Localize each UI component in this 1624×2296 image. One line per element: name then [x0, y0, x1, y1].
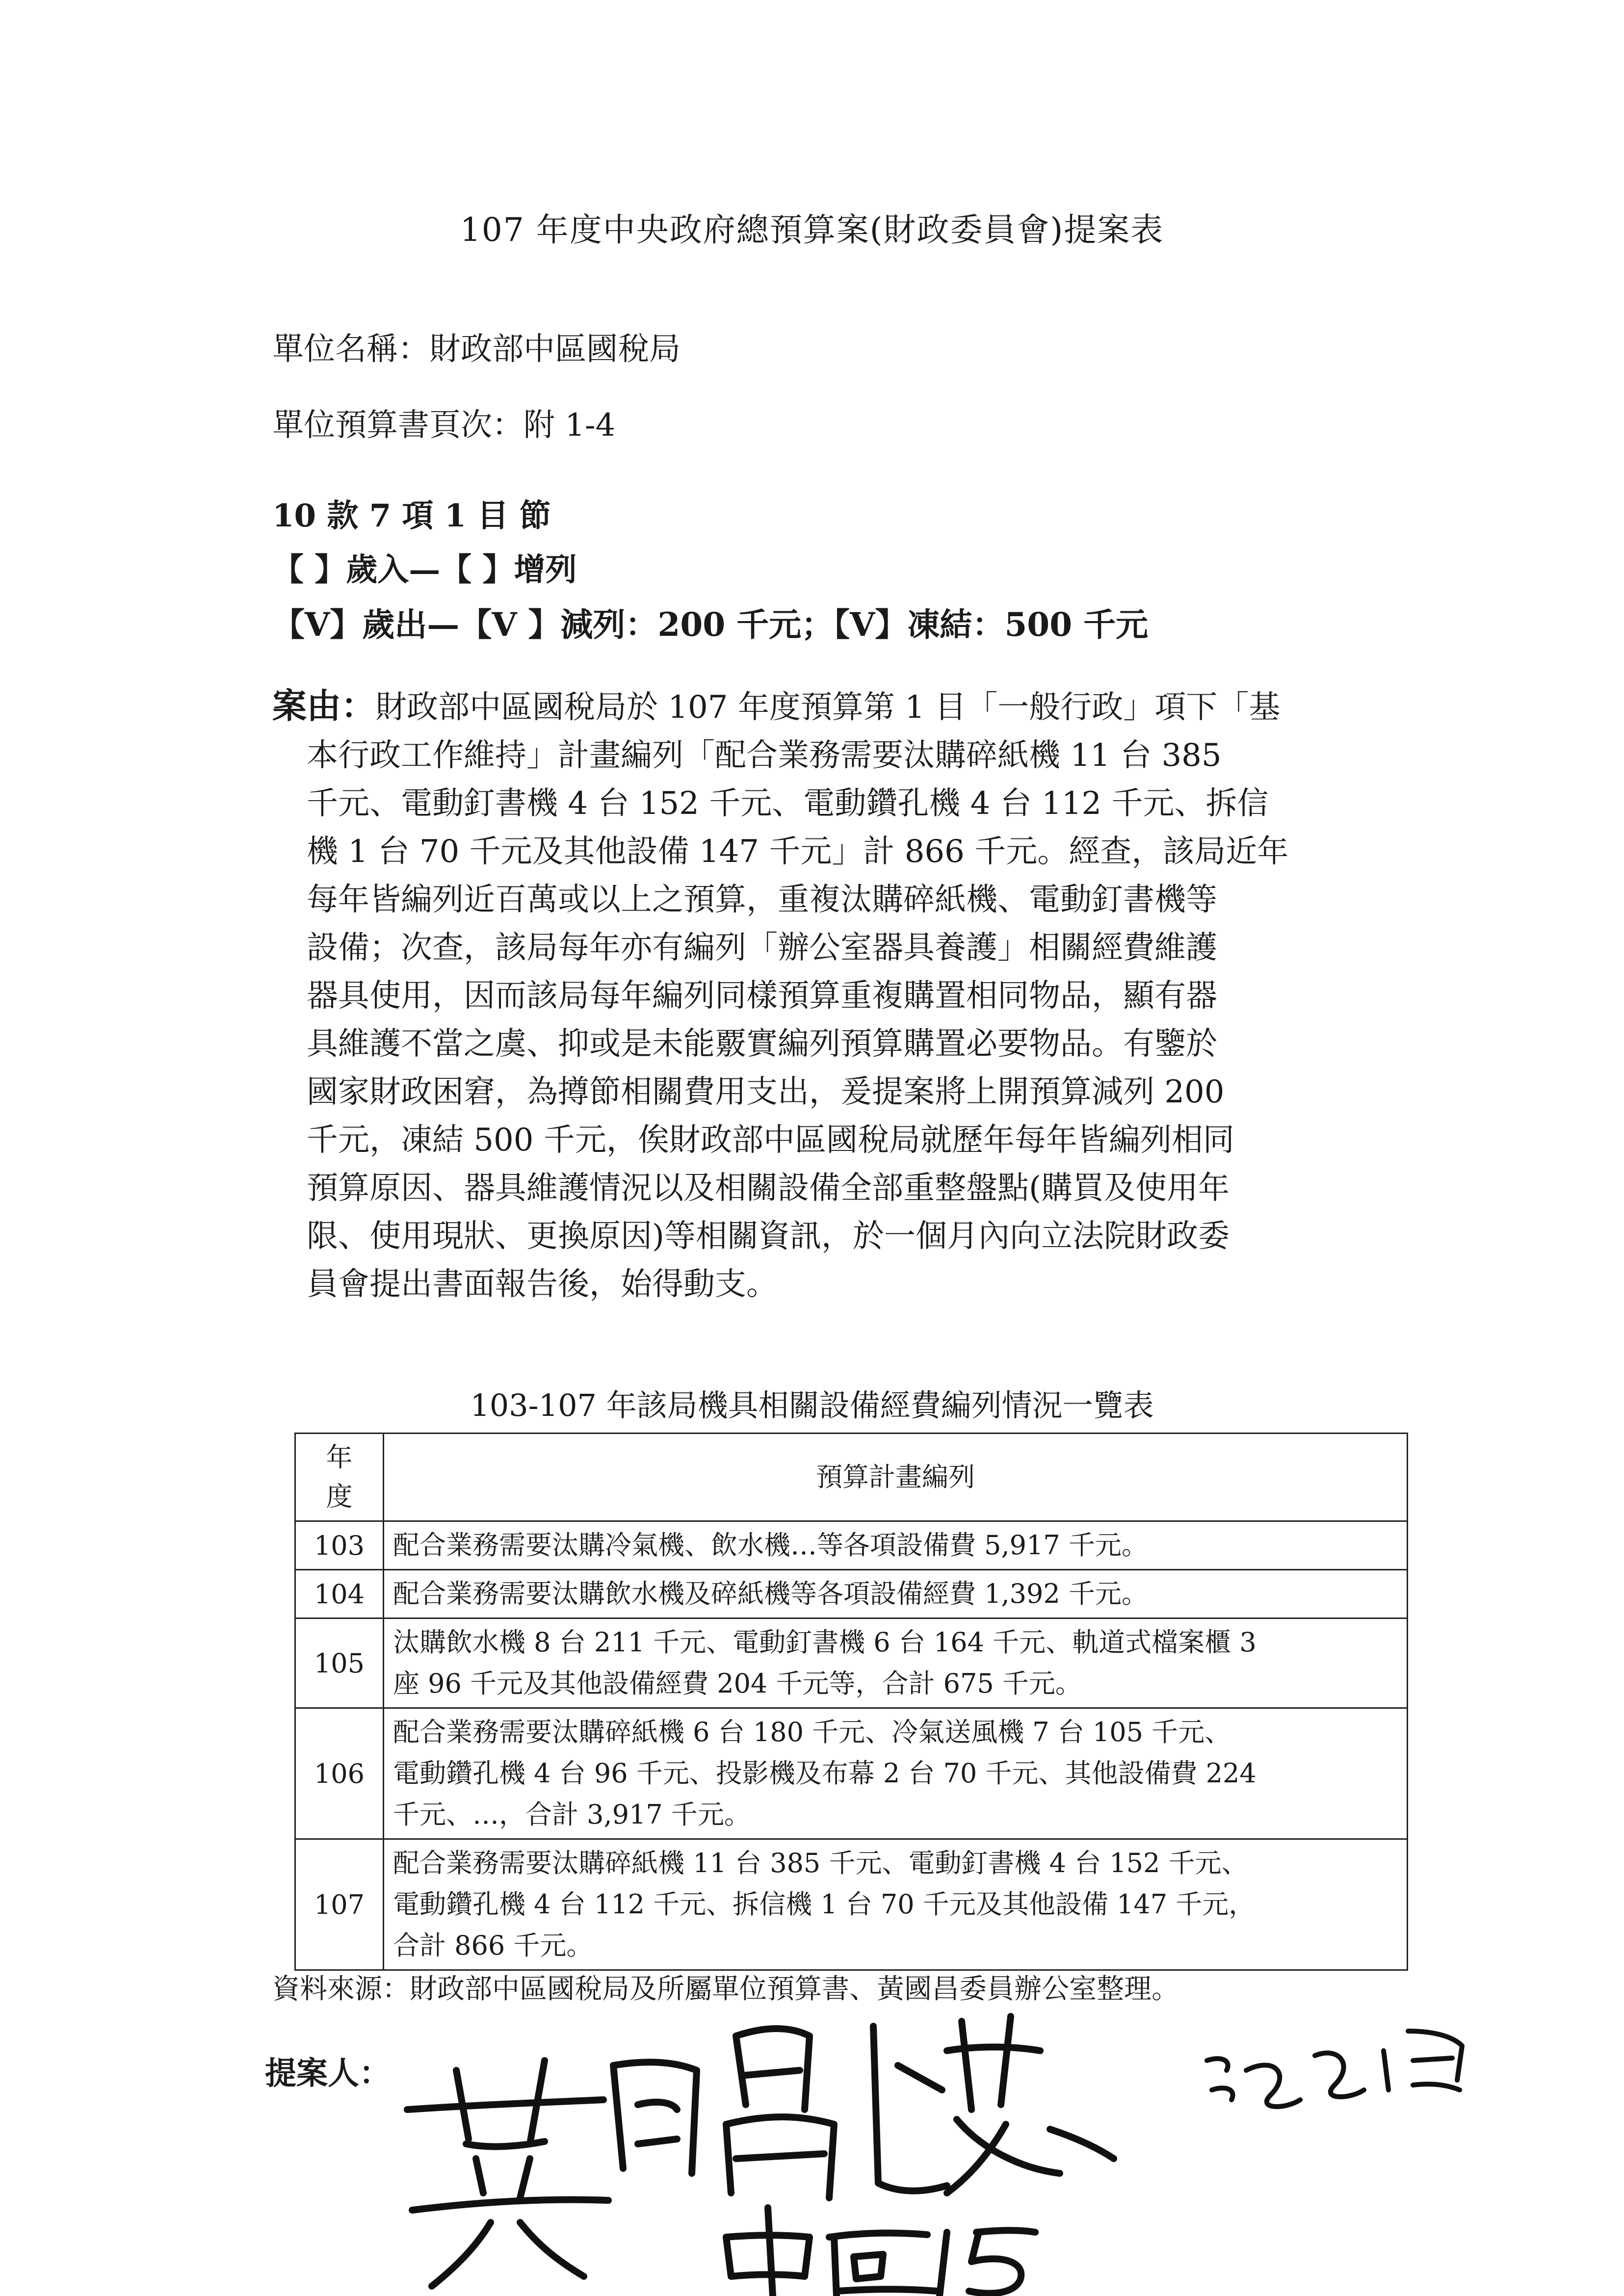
case-line: 千元、電動釘書機 4 台 152 千元、電動鑽孔機 4 台 112 千元、拆信: [307, 785, 1269, 822]
revenue-line: 【 】歲入—【 】增列: [272, 551, 577, 588]
case-line: 限、使用現狀、更換原因)等相關資訊，於一個月內向立法院財政委: [307, 1218, 1230, 1254]
signature-hung: [873, 2016, 1114, 2193]
row-year: 105: [295, 1618, 384, 1708]
section-code: 10 款 7 項 1 目 節: [272, 497, 551, 534]
signature-huang: [407, 2061, 608, 2286]
signature-chiang: [1207, 2031, 1462, 2107]
header-desc: 預算計畫編列: [384, 1434, 1408, 1521]
case-line: 千元，凍結 500 千元，俟財政部中區國稅局就歷年每年皆編列相同: [307, 1122, 1234, 1158]
budget-page-ref: 單位預算書頁次：附 1-4: [272, 407, 616, 444]
row-desc-line: 配合業務需要汰購碎紙機 11 台 385 千元、電動釘書機 4 台 152 千元、: [393, 1848, 1248, 1879]
row-desc-line: 配合業務需要汰購飲水機及碎紙機等各項設備經費 1,392 千元。: [393, 1578, 1148, 1609]
case-label: 案由：: [272, 685, 375, 726]
case-line: 設備；次查，該局每年亦有編列「辦公室器具養護」相關經費維護: [307, 930, 1217, 966]
row-desc-line: 座 96 千元及其他設備經費 204 千元等，合計 675 千元。: [393, 1668, 1082, 1699]
table-caption: 103-107 年該局機具相關設備經費編列情況一覽表: [470, 1387, 1154, 1423]
case-line: 財政部中區國稅局於 107 年度預算第 1 目「一般行政」項下「基: [375, 689, 1281, 726]
row-year: 104: [295, 1570, 384, 1618]
case-line: 機 1 台 70 千元及其他設備 147 千元」計 866 千元。經查，該局近年: [307, 834, 1289, 870]
page-title: 107 年度中央政府總預算案(財政委員會)提案表: [460, 211, 1164, 249]
case-line: 具維護不當之虞、抑或是未能覈實編列預算購置必要物品。有鑒於: [307, 1026, 1217, 1062]
handwritten-note: [726, 2208, 1035, 2296]
row-desc-line: 合計 866 千元。: [393, 1930, 593, 1961]
row-desc-line: 電動鑽孔機 4 台 96 千元、投影機及布幕 2 台 70 千元、其他設備費 224: [393, 1758, 1257, 1789]
header-year-bottom: 度: [326, 1481, 353, 1512]
case-line: 預算原因、器具維護情況以及相關設備全部重整盤點(購買及使用年: [307, 1170, 1230, 1206]
row-desc-line: 千元、…，合計 3,917 千元。: [393, 1799, 751, 1830]
row-desc-line: 汰購飲水機 8 台 211 千元、電動釘書機 6 台 164 千元、軌道式檔案櫃 3: [393, 1627, 1257, 1658]
case-line: 國家財政困窘，為撙節相關費用支出，爰提案將上開預算減列 200: [307, 1074, 1225, 1110]
unit-name: 單位名稱：財政部中區國稅局: [272, 331, 681, 367]
signature-guo: [613, 2062, 697, 2173]
case-line: 本行政工作維持」計畫編列「配合業務需要汰購碎紙機 11 台 385: [307, 737, 1222, 774]
row-year: 106: [295, 1708, 384, 1839]
case-line: 每年皆編列近百萬或以上之預算，重複汰購碎紙機、電動釘書機等: [307, 882, 1217, 918]
row-desc-line: 電動鑽孔機 4 台 112 千元、拆信機 1 台 70 千元及其他設備 147 千元，: [393, 1889, 1256, 1920]
row-year: 107: [295, 1839, 384, 1970]
proposer-label: 提案人：: [265, 2055, 391, 2092]
data-source-note: 資料來源：財政部中區國稅局及所屬單位預算書、黃國昌委員辦公室整理。: [272, 1973, 1179, 2005]
row-desc-line: 配合業務需要汰購碎紙機 6 台 180 千元、冷氣送風機 7 台 105 千元、: [393, 1717, 1231, 1748]
row-year: 103: [295, 1521, 384, 1570]
case-line: 員會提出書面報告後，始得動支。: [307, 1266, 778, 1303]
case-line: 器具使用，因而該局每年編列同樣預算重複購置相同物品，顯有器: [307, 978, 1217, 1014]
signature-chang: [726, 2029, 834, 2198]
row-desc-line: 配合業務需要汰購冷氣機、飲水機…等各項設備費 5,917 千元。: [393, 1530, 1148, 1561]
header-year-top: 年: [326, 1442, 353, 1473]
expense-line: 【V】歲出—【V 】減列：200 千元；【V】凍結：500 千元: [272, 605, 1149, 644]
